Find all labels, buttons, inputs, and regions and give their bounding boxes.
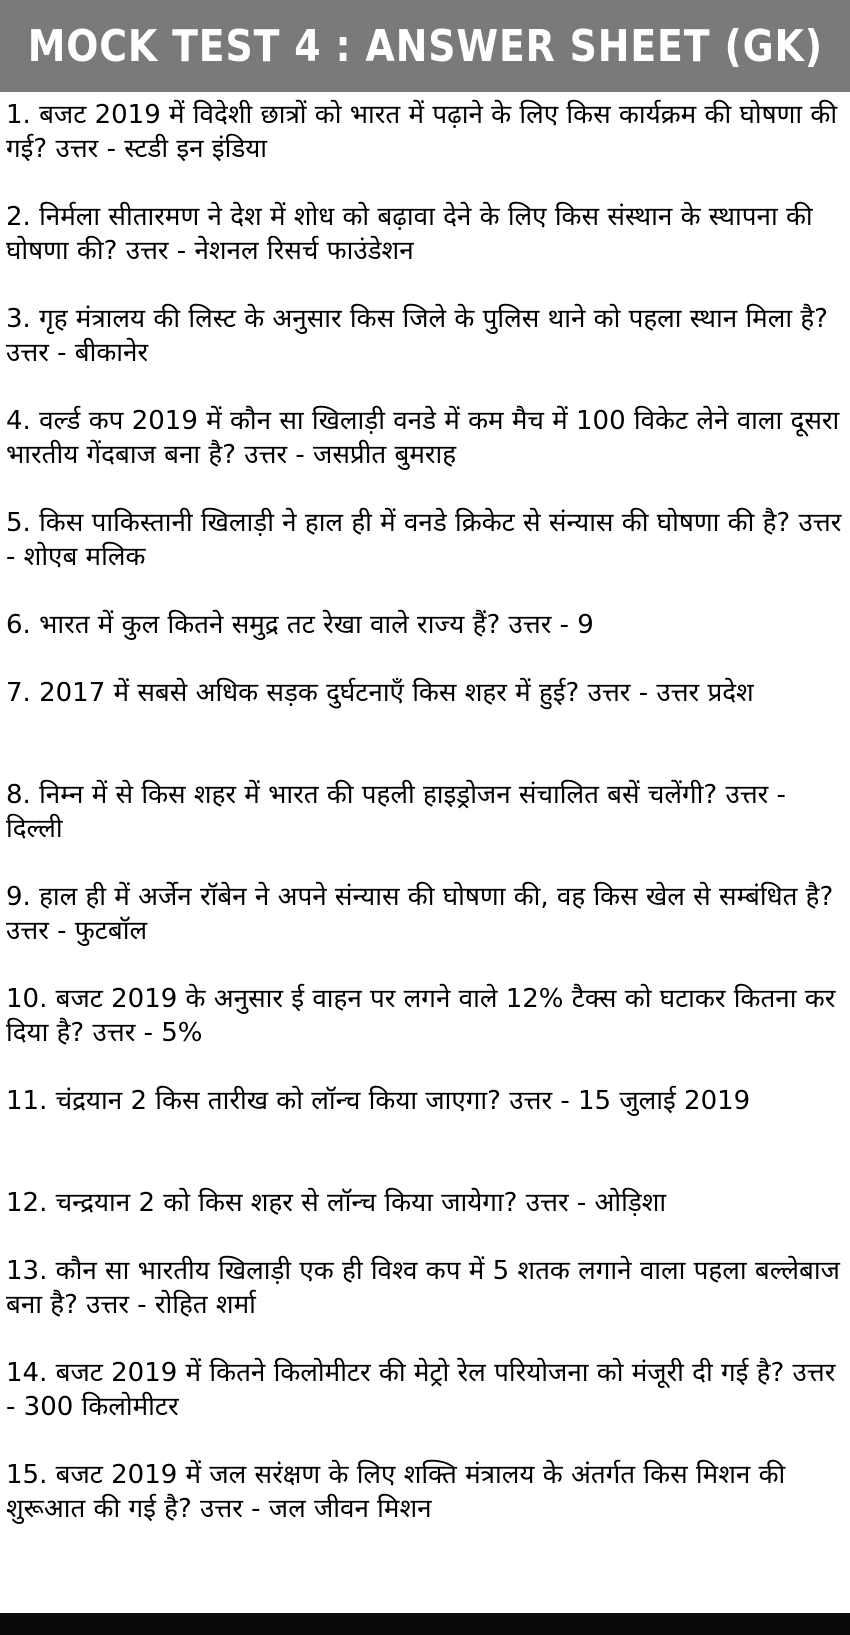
answer-item-6: 6. भारत में कुल कितने समुद्र तट रेखा वाले राज्य हैं? उत्तर - 9 [6, 610, 594, 640]
answer-item-12: 12. चन्द्रयान 2 को किस शहर से लॉन्च किया जायेगा? उत्तर - ओड़िशा [6, 1188, 667, 1218]
answer-item-9: 9. हाल ही में अर्जेन रॉबेन ने अपने संन्यास की घोषणा की, वह किस खेल से सम्बंधित है? उत्तर - फुटबॉल [6, 882, 834, 946]
answer-item-4: 4. वर्ल्ड कप 2019 में कौन सा खिलाड़ी वनडे में कम मैच में 100 विकेट लेने वाला दूसरा भारतीय गेंदबाज बना है? उत्तर - जसप्रीत बुमराह [6, 406, 840, 470]
answer-item-10: 10. बजट 2019 के अनुसार ई वाहन पर लगने वाले 12% टैक्स को घटाकर कितना कर दिया है? उत्तर - 5% [6, 984, 836, 1048]
answer-item-5: 5. किस पाकिस्तानी खिलाड़ी ने हाल ही में वनडे क्रिकेट से संन्यास की घोषणा की है? उत्तर - शोएब मलिक [6, 508, 842, 572]
answer-list [0, 92, 850, 1612]
answer-item-1: 1. बजट 2019 में विदेशी छात्रों को भारत में पढ़ाने के लिए किस कार्यक्रम की घोषणा की गई? उत्तर - स्टडी इन इंडिया [6, 100, 838, 164]
answer-item-2: 2. निर्मला सीतारमण ने देश में शोध को बढ़ावा देने के लिए किस संस्थान के स्थापना की घोषणा की? उत्तर - नेशनल रिसर्च फाउंडेशन [6, 202, 813, 266]
answer-item-7: 7. 2017 में सबसे अधिक सड़क दुर्घटनाएँ किस शहर में हुई? उत्तर - उत्तर प्रदेश [6, 678, 754, 708]
answer-item-3: 3. गृह मंत्रालय की लिस्ट के अनुसार किस जिले के पुलिस थाने को पहला स्थान मिला है? उत्तर - बीकानेर [6, 304, 828, 368]
footer-bar [0, 1613, 850, 1635]
answer-item-14: 14. बजट 2019 में कितने किलोमीटर की मेट्रो रेल परियोजना को मंजूरी दी गई है? उत्तर - 300 किलोमीटर [6, 1358, 836, 1422]
answer-item-8: 8. निम्न में से किस शहर में भारत की पहली हाइड्रोजन संचालित बसें चलेंगी? उत्तर - दिल्ली [6, 780, 786, 844]
page-header [0, 0, 850, 92]
page-title: MOCK TEST 4 : ANSWER SHEET (GK) [27, 20, 823, 72]
answer-item-13: 13. कौन सा भारतीय खिलाड़ी एक ही विश्व कप में 5 शतक लगाने वाला पहला बल्लेबाज बना है? उत्तर - रोहित शर्मा [6, 1256, 840, 1320]
answer-item-15: 15. बजट 2019 में जल सरंक्षण के लिए शक्ति मंत्रालय के अंतर्गत किस मिशन की शुरूआत की गई है? उत्तर - जल जीवन मिशन [6, 1460, 786, 1524]
answer-item-11: 11. चंद्रयान 2 किस तारीख को लॉन्च किया जाएगा? उत्तर - 15 जुलाई 2019 [6, 1086, 751, 1116]
